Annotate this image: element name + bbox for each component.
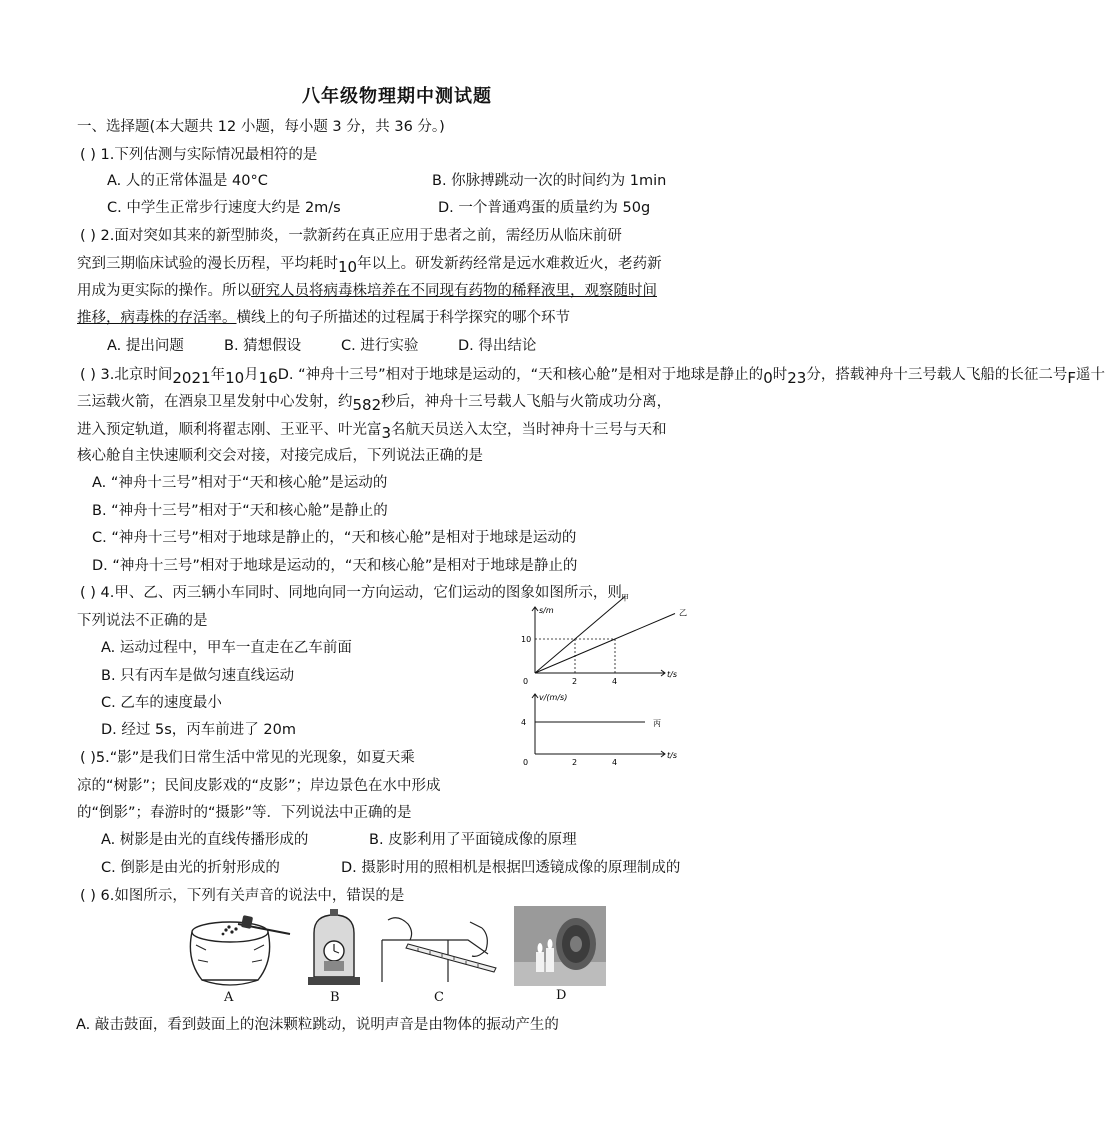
q3-line-3-text-b: 名航天员送入太空，当时神舟十三号与天和 [391, 422, 667, 438]
q5-option-a: A. 树影是由光的直线传播形成的 [101, 832, 309, 848]
q3-line-3-text-a: 进入预定轨道，顺利将翟志刚、王亚平、叶光富 [77, 422, 382, 438]
figure-caption-d: D [556, 988, 567, 1003]
q2-option-b: B. 猜想假设 [224, 338, 302, 354]
q3-month: 10 [225, 369, 245, 387]
figure-caption-c: C [434, 990, 444, 1005]
q2-line-4-text: 横线上的句子所描述的过程属于科学探究的哪个环节 [236, 310, 570, 326]
q5-option-d: D. 摄影时用的照相机是根据凹透镜成像的原理制成的 [341, 860, 681, 876]
q2-line-1: ( ) 2.面对突如其来的新型肺炎，一款新药在真正应用于患者之前，需经历从临床前研 [80, 228, 622, 244]
y-tick-label: 4 [521, 718, 527, 727]
page-title: 八年级物理期中测试题 [302, 86, 492, 107]
q1-option-c: C. 中学生正常步行速度大约是 2m/s [107, 200, 341, 216]
q5-option-c: C. 倒影是由光的折射形成的 [101, 860, 280, 876]
x-tick-label: 4 [612, 758, 618, 767]
q2-option-a: A. 提出问题 [107, 338, 184, 354]
q3-line-2-text-a: 三运载火箭，在酒泉卫星发射中心发射，约 [77, 394, 353, 410]
q1-option-d: D. 一个普通鸡蛋的质量约为 50g [438, 200, 651, 216]
q4-option-a: A. 运动过程中，甲车一直走在乙车前面 [101, 640, 352, 656]
x-tick-label: 2 [572, 758, 578, 767]
ruler-illustration [378, 910, 500, 988]
q6-option-a: A. 敲击鼓面，看到鼓面上的泡沫颗粒跳动，说明声音是由物体的振动产生的 [76, 1017, 559, 1033]
q3-option-c: C. “神舟十三号”相对于地球是静止的，“天和核心舱”是相对于地球是运动的 [92, 530, 577, 546]
q3-rocket-letter: F [1067, 369, 1076, 387]
q2-line-3 [77, 281, 657, 301]
q6-stem: ( ) 6.如图所示，下列有关声音的说法中，错误的是 [80, 888, 405, 904]
series-label: 乙 [679, 608, 687, 618]
section-heading: 一、选择题(本大题共 12 小题，每小题 3 分，共 36 分。) [77, 119, 445, 135]
series-label: 甲 [621, 593, 629, 603]
s-t-graph [505, 593, 687, 688]
q3-month-unit: 月 [244, 367, 259, 383]
q3-option-d: D. “神舟十三号”相对于地球是运动的，“天和核心舱”是相对于地球是静止的 [92, 558, 578, 574]
q3-seconds: 582 [352, 396, 382, 414]
q4-line-1: ( ) 4.甲、乙、丙三辆小车同时、同地向同一方向运动，它们运动的图象如图所示，则 [80, 585, 622, 601]
y-tick-label: 10 [521, 635, 532, 644]
q3-hour-unit: 时 [772, 367, 788, 383]
x-tick-label: 4 [612, 677, 618, 686]
q3-hour: 0 [763, 369, 773, 387]
q1-option-a: A. 人的正常体温是 40°C [107, 173, 268, 189]
x-tick-label: 2 [572, 677, 578, 686]
q4-line-2: 下列说法不正确的是 [77, 613, 208, 629]
q3-crew-count: 3 [381, 424, 392, 442]
q2-line-2 [77, 253, 662, 274]
q2-line-4 [77, 308, 570, 328]
q2-underlined-text-1: 研究人员将病毒株培养在不同现有药物的稀释液里，观察随时间 [251, 283, 657, 299]
figure-caption-a: A [224, 990, 234, 1005]
q3-line-1-text-c: 遥十 [1075, 367, 1105, 383]
q2-option-c: C. 进行实验 [341, 338, 419, 354]
y-axis-label: s/m [539, 606, 554, 615]
q3-minute: 23 [787, 369, 807, 387]
bell-jar-illustration [302, 907, 366, 989]
q3-option-a: A. “神舟十三号”相对于“天和核心舱”是运动的 [92, 475, 388, 491]
q2-underlined-text-2: 推移，病毒株的存活率。 [77, 310, 237, 326]
q2-line-2-text-a: 究到三期临床试验的漫长历程，平均耗时 [77, 256, 338, 272]
q2-line-2-text-b: 年以上。研发新药经常是远水难救近火，老药新 [357, 256, 662, 272]
q3-day: 16 [258, 369, 278, 387]
x-axis-label: t/s [667, 751, 677, 760]
q4-option-b: B. 只有丙车是做匀速直线运动 [101, 668, 295, 684]
q3-line-1-text-a: ( ) 3.北京时间 [80, 367, 173, 383]
q3-year-unit: 年 [210, 367, 226, 383]
speaker-candle-photo [514, 906, 606, 986]
q3-day-unit: D. “神舟十三号”相对于地球是运动的，“天和核心舱”是相对于地球是静止的 [277, 367, 764, 383]
y-axis-label: v/(m/s) [539, 693, 568, 702]
q1-stem: ( ) 1.下列估测与实际情况最相符的是 [80, 147, 318, 163]
q1-option-b: B. 你脉搏跳动一次的时间约为 1min [432, 173, 667, 189]
q3-line-1-text-b: 分，搭载神舟十三号载人飞船的长征二号 [806, 367, 1068, 383]
q3-line-2 [77, 391, 671, 412]
q5-line-2: 凉的“树影”；民间皮影戏的“皮影”；岸边景色在水中形成 [77, 778, 441, 794]
x-axis-label: t/s [667, 670, 677, 679]
q2-line-3-text: 用成为更实际的操作。所以 [77, 283, 251, 299]
q2-number-10: 10 [338, 258, 358, 276]
q5-line-1: ( )5.“影”是我们日常生活中常见的光现象，如夏天乘 [80, 750, 415, 766]
series-label: 丙 [653, 719, 661, 728]
x-tick-label: 0 [523, 758, 529, 767]
figure-caption-b: B [330, 990, 340, 1005]
q5-option-b: B. 皮影利用了平面镜成像的原理 [369, 832, 577, 848]
q3-line-1 [80, 364, 1105, 385]
q3-line-2-text-b: 秒后，神舟十三号载人飞船与火箭成功分离， [381, 394, 672, 410]
v-t-graph [505, 690, 685, 772]
drum-illustration [186, 910, 296, 988]
q4-option-d: D. 经过 5s，丙车前进了 20m [101, 722, 296, 738]
q3-line-4: 核心舱自主快速顺利交会对接，对接完成后，下列说法正确的是 [77, 448, 483, 464]
q2-option-d: D. 得出结论 [458, 338, 537, 354]
x-tick-label: 0 [523, 677, 529, 686]
q3-option-b: B. “神舟十三号”相对于“天和核心舱”是静止的 [92, 503, 388, 519]
q3-line-3 [77, 419, 667, 440]
series-line [535, 614, 675, 674]
q3-year: 2021 [172, 369, 211, 387]
q4-option-c: C. 乙车的速度最小 [101, 695, 222, 711]
q5-line-3: 的“倒影”；春游时的“摄影”等．下列说法中正确的是 [77, 805, 412, 821]
